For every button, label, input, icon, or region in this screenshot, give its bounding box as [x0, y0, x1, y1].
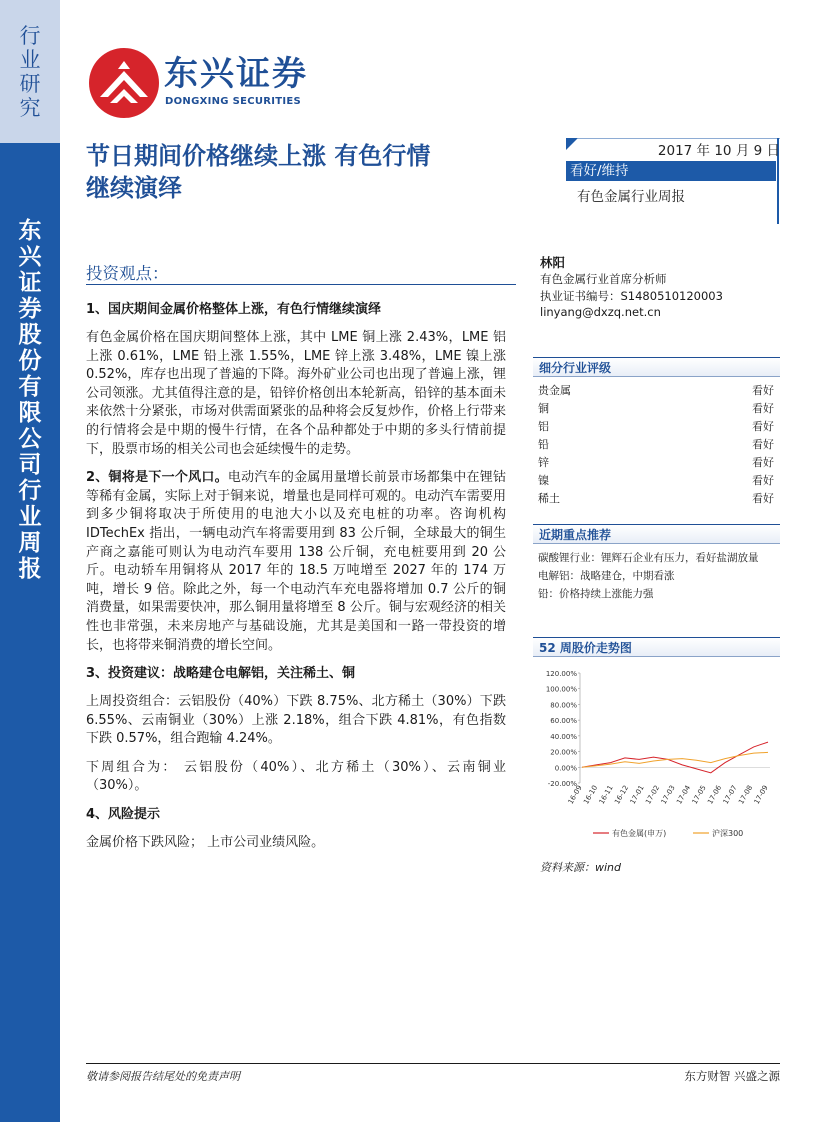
- stock-trend-chart: [538, 665, 776, 845]
- x-tick-label: 17-09: [752, 784, 770, 806]
- recommend-item: 碳酸锂行业：锂辉石企业有压力，看好盐湖放量: [538, 552, 759, 564]
- recommend-item: 铅：价格持续上涨能力强: [538, 588, 654, 600]
- section-title: 投资观点：: [86, 264, 169, 283]
- rating-badge: 看好/维持: [570, 163, 629, 179]
- rating-row: [538, 400, 774, 417]
- rating-row-value: 看好: [752, 402, 774, 415]
- x-tick-label: 17-05: [690, 784, 708, 806]
- dongxing-logo-icon: [88, 47, 160, 119]
- heading-4: 4、风险提示: [86, 807, 161, 823]
- legend-label: 有色金属(申万): [612, 829, 667, 838]
- rating-row: [538, 436, 774, 453]
- paragraph-2: [86, 469, 506, 655]
- rating-row-value: 看好: [752, 384, 774, 397]
- recommend-item: 电解铝：战略建仓，中期看涨: [538, 570, 675, 582]
- main-content: [86, 301, 506, 863]
- brand-name-cn: 东兴证券: [164, 54, 308, 94]
- x-tick-label: 17-01: [628, 784, 646, 806]
- rating-row-name: 锌: [538, 456, 549, 469]
- footer-divider: [86, 1063, 780, 1064]
- x-tick-label: 16-11: [597, 784, 615, 806]
- recommend-header: [533, 524, 780, 544]
- paragraph-2-body: 电动汽车的金属用量增长前景市场都集中在锂钴等稀有金属，实际上对于铜来说，增量也是同样可观的。电动汽车需要用到多少铜将取决于所使用的电池大小以及充电桩的功率。咨询机构 IDTechEx 指出，一辆电动汽车将需要用到 83 公斤铜，全球最大的铜生产商之嘉能可则认为电动汽车要用 138 公斤铜，充电桩要用到 20 公斤。电动轿车用铜将从 2017 年的 18.5 万吨增至 2027 年的 174 万吨，增长 9 倍。除此之外，每一个电动汽车充电器将增加 0.7 公斤的铜消费量，如果需要快冲，那么铜用量将增至 8 公斤。铜与宏观经济的相关性也非常强，未来房地产与基础设施，尤其是美国和一路一带投资的增长，也将带来铜消费的增长空间。: [86, 470, 506, 653]
- rating-row: [538, 472, 774, 489]
- rating-row-value: 看好: [752, 456, 774, 469]
- section-divider: [86, 284, 516, 285]
- report-type: 有色金属行业周报: [577, 189, 685, 205]
- rating-row: [538, 418, 774, 435]
- rating-row-name: 铅: [538, 438, 549, 451]
- sidebar-company: [0, 143, 60, 1122]
- chart-header: [533, 637, 780, 657]
- rating-row: [538, 382, 774, 399]
- paragraph-4: 下周组合为： 云铝股份（40%）、北方稀土（30%）、云南铜业（30%）。: [86, 759, 506, 794]
- rating-row: [538, 490, 774, 507]
- paragraph-5: 金属价格下跌风险； 上市公司业绩风险。: [86, 835, 325, 851]
- report-title: [86, 140, 526, 204]
- rating-row-name: 铜: [538, 402, 549, 415]
- x-tick-label: 17-06: [706, 784, 724, 806]
- x-tick-label: 17-02: [644, 784, 662, 806]
- rating-row-name: 铝: [538, 420, 549, 433]
- legend-label: 沪深300: [712, 829, 744, 838]
- y-tick-label: 120.00%: [545, 670, 577, 678]
- analyst-license: 执业证书编号：S1480510120003: [540, 289, 723, 303]
- y-tick-label: -20.00%: [547, 780, 577, 788]
- analyst-title: 有色金属行业首席分析师: [540, 272, 667, 286]
- brand-name-en: DONGXING SECURITIES: [165, 96, 302, 107]
- chart-header-label: 52 周股价走势图: [539, 641, 632, 655]
- heading-3: 3、投资建议：战略建仓电解铝，关注稀土、铜: [86, 666, 356, 682]
- report-date: 2017 年 10 月 9 日: [657, 143, 780, 159]
- paragraph-2-lead: 2、铜将是下一个风口。: [86, 470, 228, 486]
- x-tick-label: 16-10: [582, 784, 600, 806]
- rating-row-value: 看好: [752, 474, 774, 487]
- y-tick-label: 0.00%: [554, 764, 577, 773]
- report-title-line2: 继续演绎: [86, 174, 182, 202]
- rating-row: [538, 454, 774, 471]
- y-tick-label: 20.00%: [550, 748, 577, 757]
- x-tick-label: 17-03: [659, 784, 677, 806]
- y-tick-label: 60.00%: [550, 717, 577, 726]
- analyst-email[interactable]: linyang@dxzq.net.cn: [540, 305, 661, 319]
- x-tick-label: 17-08: [737, 784, 755, 806]
- x-tick-label: 16-12: [613, 784, 631, 806]
- ratings-header-label: 细分行业评级: [539, 361, 612, 375]
- company-report-label: 东 兴 证 券 股 份 有 限 公 司 行 业 周 报: [18, 218, 42, 582]
- category-label: 行 业 研 究: [19, 24, 41, 120]
- analyst-name: 林阳: [540, 255, 566, 270]
- heading-1: 1、国庆期间金属价格整体上涨，有色行情继续演绎: [86, 302, 382, 317]
- sidebar-category: [0, 0, 60, 143]
- footer-slogan: 东方财智 兴盛之源: [684, 1069, 780, 1083]
- paragraph-1: 有色金属价格在国庆期间整体上涨，其中 LME 铜上涨 2.43%，LME 铝上涨 0.61%，LME 铅上涨 1.55%，LME 锌上涨 3.48%，LME 镍上涨 0.52%，库存也出现了普遍的下降。海外矿业公司也出现了普遍上涨，锂公司领涨。尤其值得注意的是，铅锌价格创出本轮新高，铅锌的基本面未来依然十分紧张，市场对供需面紧张的品种将会反复炒作，价格上行带来的行情将会是中期的慢牛行情，在各个品种都处于中期的多头行情前提下，股票市场的相关公司也会延续慢牛的走势。: [86, 330, 506, 457]
- y-tick-label: 100.00%: [545, 685, 577, 694]
- x-tick-label: 17-07: [721, 784, 739, 806]
- y-tick-label: 40.00%: [550, 732, 577, 741]
- x-tick-label: 16-09: [566, 784, 584, 806]
- ratings-header: [533, 357, 780, 377]
- footer-disclaimer: 敬请参阅报告结尾处的免责声明: [86, 1070, 240, 1083]
- rating-row-value: 看好: [752, 492, 774, 505]
- rating-row-name: 稀土: [538, 492, 560, 505]
- rating-row-name: 镍: [538, 474, 549, 487]
- report-title-line1: 节日期间价格继续上涨 有色行情: [86, 142, 431, 170]
- paragraph-3: 上周投资组合：云铝股份（40%）下跌 8.75%、北方稀土（30%）下跌 6.55%、云南铜业（30%）上涨 2.18%，组合下跌 4.81%，有色指数下跌 0.57%，组合跑输 4.24%。: [86, 694, 506, 747]
- source-note: 资料来源：wind: [540, 861, 622, 874]
- recommend-header-label: 近期重点推荐: [539, 528, 612, 542]
- x-tick-label: 17-04: [675, 784, 693, 806]
- y-tick-label: 80.00%: [550, 701, 577, 710]
- rating-row-value: 看好: [752, 420, 774, 433]
- rating-row-name: 贵金属: [538, 384, 571, 397]
- series-line-0: [582, 742, 768, 773]
- rating-row-value: 看好: [752, 438, 774, 451]
